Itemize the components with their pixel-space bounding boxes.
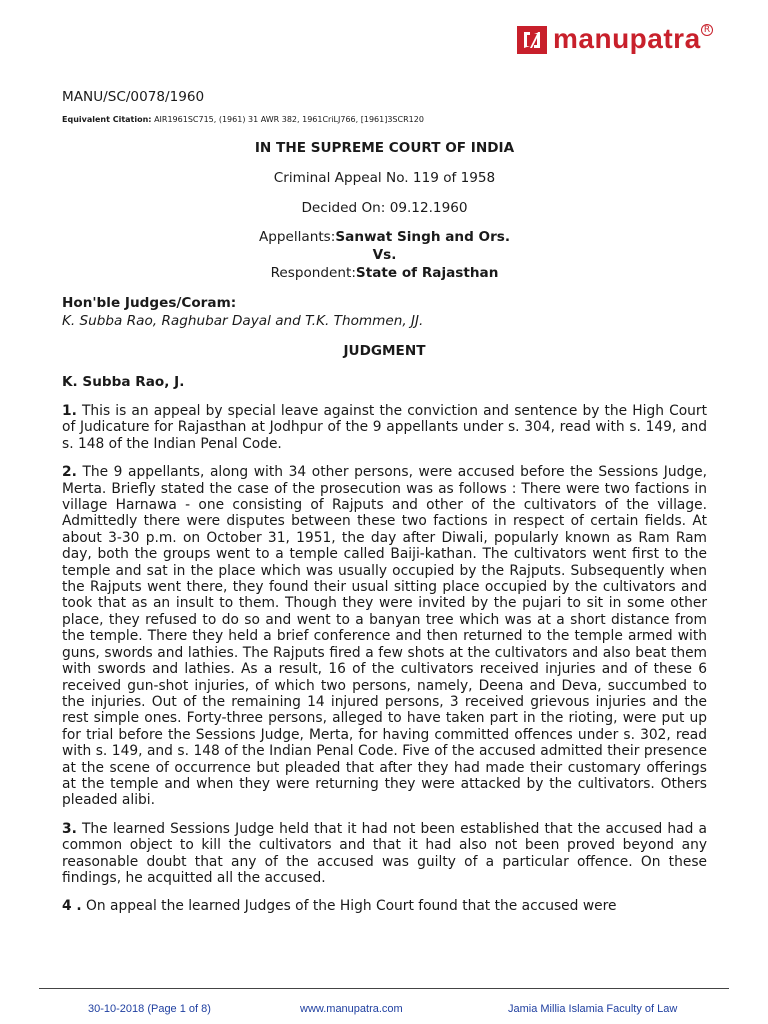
logo-mark-icon <box>517 26 547 54</box>
versus: Vs. <box>372 247 397 263</box>
citation-value: AIR1961SC715, (1961) 31 AWR 382, 1961CriLJ766, [1961]3SCR120 <box>154 115 424 124</box>
footer-institution: Jamia Millia Islamia Faculty of Law <box>508 1003 678 1015</box>
paragraph-3 <box>62 821 707 887</box>
paragraph-text: On appeal the learned Judges of the High Court found that the accused were <box>86 898 617 915</box>
paragraph-text: The learned Sessions Judge held that it had not been established that the accused had a common object to kill the cultivators and that it had also not been proved beyond any reasonable doubt that any of the accused was guilty of a particular offence. On these findings, he acquitted all the accused. <box>62 820 707 886</box>
paragraph-1 <box>62 403 707 452</box>
judgment-heading: JUDGMENT <box>343 343 426 359</box>
paragraph-number: 4 . <box>62 898 82 915</box>
respondent <box>62 264 707 282</box>
judgment-author: K. Subba Rao, J. <box>62 374 185 390</box>
manupatra-logo <box>517 24 713 56</box>
paragraph-4 <box>62 898 707 914</box>
citation-label: Equivalent Citation: <box>62 115 152 124</box>
logo-text: manupatra <box>553 23 701 54</box>
footer-site-link[interactable]: www.manupatra.com <box>300 1003 403 1015</box>
decided-date: Decided On: 09.12.1960 <box>301 200 468 216</box>
equivalent-citation <box>62 115 707 124</box>
footer-divider <box>39 988 729 989</box>
document-body <box>62 88 707 915</box>
paragraph-text: The 9 appellants, along with 34 other persons, were accused before the Sessions Judge, Merta. Briefly stated the case of the prosecution was as follows : There were two factions in village Harnawa - one consisting of Rajputs and other of the cultivators of the village. Admittedly there were disputes between these two factions in respect of certain fields. At about 3-30 p.m. on October 31, 1951, the day after Diwali, popularly known as Ram Ram day, both the groups went to a temple called Baiji-kathan. The cultivators went first to the temple and sat in the place which was usually occupied by the Rajputs. Subsequently when the Rajputs went there, they found their usual sitting place occupied by the cultivators and took that as an insult to them. Though they were invited by the pujari to sit in some other place, they refused to do so and went to a banyan tree which was at a short distance from the temple. There they held a brief conference and then returned to the temple armed with guns, swords and lathies. The Rajputs fired a few shots at the cultivators and also beat them with swords and lathies. As a result, 16 of the cultivators received injuries and of these 6 received gun-shot injuries, of which two persons, namely, Deena and Deva, succumbed to the injuries. Out of the remaining 14 injured persons, 3 received grievous injuries and the rest simple ones. Forty-three persons, alleged to have taken part in the rioting, were put up for trial before the Sessions Judge, Merta, for having committed offences under s. 302, read with s. 149, and s. 148 of the Indian Penal Code. Five of the accused admitted their presence at the scene of occurrence but pleaded that after they had made their customary offerings at the temple and when they were returning they were attacked by the cultivators. Others pleaded alibi. <box>62 464 707 809</box>
paragraph-number: 1. <box>62 403 77 419</box>
paragraph-2 <box>62 464 707 809</box>
court-name: IN THE SUPREME COURT OF INDIA <box>254 140 515 156</box>
paragraph-number: 3. <box>62 820 77 837</box>
judges-names: K. Subba Rao, Raghubar Dayal and T.K. Thommen, JJ. <box>62 313 424 329</box>
paragraph-text: This is an appeal by special leave against the conviction and sentence by the High Court of Judicature for Rajasthan at Jodhpur of the 9 appellants under s. 304, read with s. 149, and s. 148 of the Indian Penal Code. <box>62 403 707 452</box>
appellants <box>62 228 707 246</box>
appellants-label: Appellants: <box>258 229 336 245</box>
appellants-value: Sanwat Singh and Ors. <box>335 229 511 245</box>
footer-date-page: 30-10-2018 (Page 1 of 8) <box>88 1003 211 1015</box>
appeal-number: Criminal Appeal No. 119 of 1958 <box>273 170 496 186</box>
registered-mark: R <box>701 24 713 36</box>
judges-label: Hon'ble Judges/Coram: <box>62 295 237 311</box>
respondent-value: State of Rajasthan <box>355 265 499 281</box>
respondent-label: Respondent: <box>270 265 356 281</box>
document-id: MANU/SC/0078/1960 <box>62 89 205 105</box>
paragraph-number: 2. <box>62 464 77 481</box>
